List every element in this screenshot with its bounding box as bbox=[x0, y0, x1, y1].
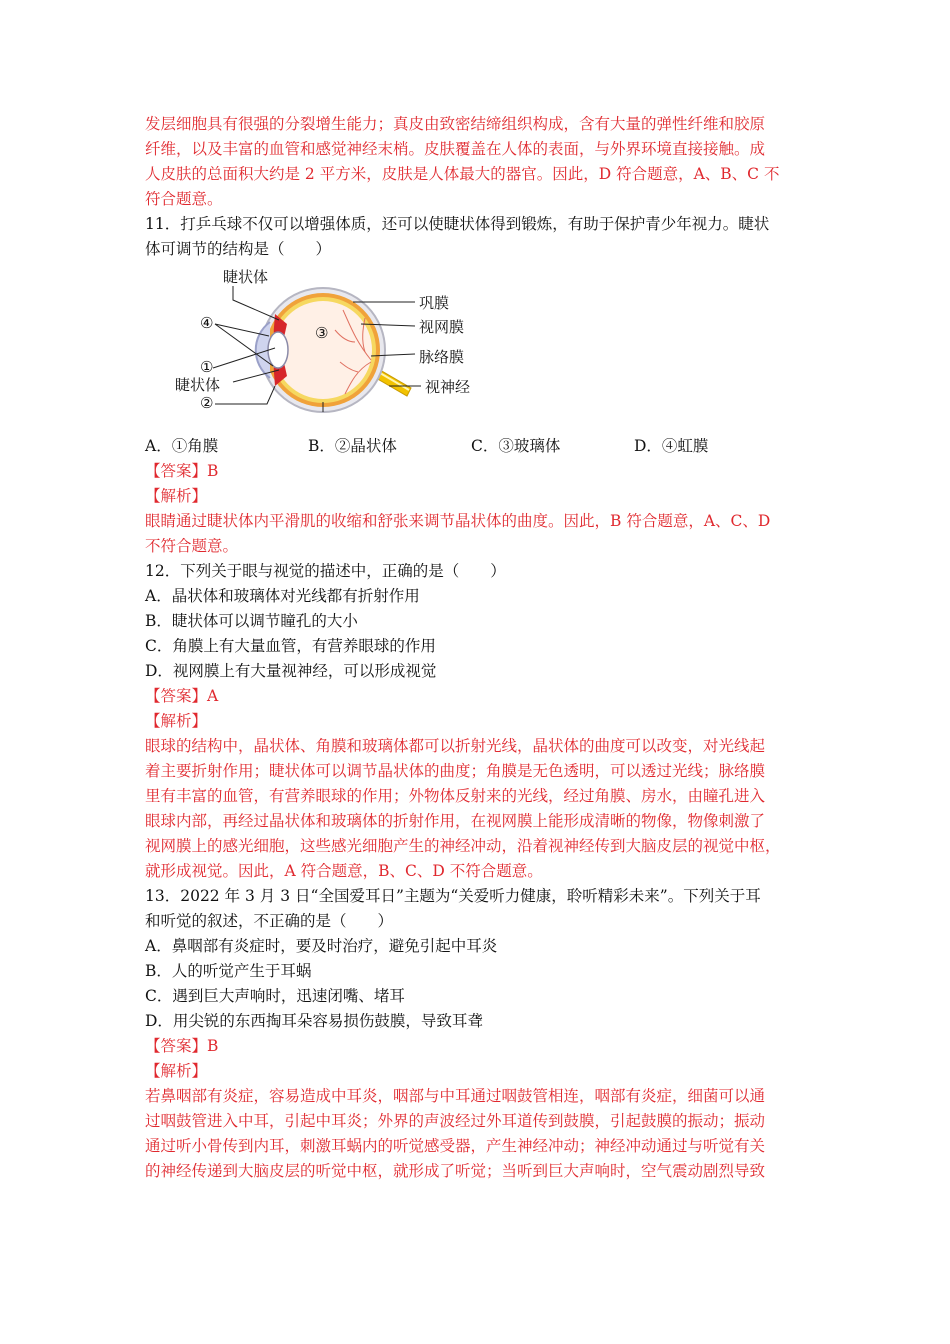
option-d: D．用尖锐的东西掏耳朵容易损伤鼓膜，导致耳聋 bbox=[145, 1012, 483, 1030]
analysis-line: 眼球的结构中，晶状体、角膜和玻璃体都可以折射光线，晶状体的曲度可以改变，对光线起 bbox=[145, 737, 766, 755]
analysis-line: 若鼻咽部有炎症，容易造成中耳炎，咽部与中耳通过咽鼓管相连，咽部有炎症，细菌可以通 bbox=[145, 1087, 766, 1105]
intro-analysis bbox=[145, 112, 815, 212]
label-choroid: 脉络膜 bbox=[419, 348, 465, 366]
option-c: C．角膜上有大量血管，有营养眼球的作用 bbox=[145, 637, 436, 655]
label-circle-4: ④ bbox=[200, 314, 214, 332]
analysis-line: 就形成视觉。因此，A 符合题意，B、C、D 不符合题意。 bbox=[145, 862, 543, 880]
label-circle-3: ③ bbox=[315, 324, 329, 342]
option-b: B．人的听觉产生于耳蜗 bbox=[145, 962, 312, 980]
option-c: C．③玻璃体 bbox=[471, 437, 561, 455]
option-b: B．②晶状体 bbox=[308, 437, 397, 455]
option-d: D．④虹膜 bbox=[634, 437, 709, 455]
answer: 【答案】A bbox=[145, 687, 219, 705]
label-retina: 视网膜 bbox=[419, 318, 465, 336]
option-a: A．晶状体和玻璃体对光线都有折射作用 bbox=[145, 587, 420, 605]
label-ciliary-body-bottom: 睫状体 bbox=[175, 376, 221, 394]
analysis-line: 里有丰富的血管，有营养眼球的作用；外物体反射来的光线，经过角膜、房水，由瞳孔进入 bbox=[145, 787, 766, 805]
intro-line: 纤维，以及丰富的血管和感觉神经末梢。皮肤覆盖在人体的表面，与外界环境直接接触。成 bbox=[145, 140, 766, 158]
intro-line: 发层细胞具有很强的分裂增生能力；真皮由致密结缔组织构成，含有大量的弹性纤维和胶原 bbox=[145, 115, 766, 133]
option-c: C．遇到巨大声响时，迅速闭嘴、堵耳 bbox=[145, 987, 405, 1005]
analysis-line: 不符合题意。 bbox=[145, 537, 239, 555]
analysis-line: 通过听小骨传到内耳，刺激耳蜗内的听觉感受器，产生神经冲动；神经冲动通过与听觉有关 bbox=[145, 1137, 766, 1155]
options-row bbox=[145, 434, 815, 459]
label-ciliary-body-top: 睫状体 bbox=[223, 268, 269, 286]
label-circle-2: ② bbox=[200, 394, 214, 412]
answer: 【答案】B bbox=[145, 462, 219, 480]
analysis-line: 过咽鼓管进入中耳，引起中耳炎；外界的声波经过外耳道传到鼓膜，引起鼓膜的振动；振动 bbox=[145, 1112, 766, 1130]
option-d: D．视网膜上有大量视神经，可以形成视觉 bbox=[145, 662, 437, 680]
analysis-line: 眼球内部，再经过晶状体和玻璃体的折射作用，在视网膜上能形成清晰的物像，物像刺激了 bbox=[145, 812, 766, 830]
analysis-title: 【解析】 bbox=[145, 712, 208, 730]
option-a: A．①角膜 bbox=[145, 437, 219, 455]
question-12 bbox=[145, 559, 815, 884]
intro-line: 符合题意。 bbox=[145, 190, 223, 208]
analysis-line: 的神经传递到大脑皮层的听觉中枢，就形成了听觉；当听到巨大声响时，空气震动剧烈导致 bbox=[145, 1162, 766, 1180]
analysis-title: 【解析】 bbox=[145, 487, 208, 505]
question-13 bbox=[145, 884, 815, 1184]
analysis-line: 视网膜上的感光细胞，这些感光细胞产生的神经冲动，沿着视神经传到大脑皮层的视觉中枢， bbox=[145, 837, 781, 855]
question-stem: 12．下列关于眼与视觉的描述中，正确的是（ ） bbox=[145, 562, 506, 580]
analysis-line: 着主要折射作用；睫状体可以调节晶状体的曲度；角膜是无色透明，可以透过光线；脉络膜 bbox=[145, 762, 766, 780]
analysis-title: 【解析】 bbox=[145, 1062, 208, 1080]
intro-line: 人皮肤的总面积大约是 2 平方米，皮肤是人体最大的器官。因此，D 符合题意，A、B、C 不 bbox=[145, 165, 780, 183]
option-a: A．鼻咽部有炎症时，要及时治疗，避免引起中耳炎 bbox=[145, 937, 498, 955]
eye-diagram bbox=[175, 270, 475, 430]
question-stem: 体可调节的结构是（ ） bbox=[145, 240, 332, 258]
analysis-line: 眼睛通过睫状体内平滑肌的收缩和舒张来调节晶状体的曲度。因此，B 符合题意，A、C、D bbox=[145, 512, 771, 530]
question-stem: 11．打乒乓球不仅可以增强体质，还可以使睫状体得到锻炼，有助于保护青少年视力。睫状 bbox=[145, 215, 770, 233]
question-stem: 13．2022 年 3 月 3 日“全国爱耳日”主题为“关爱听力健康，聆听精彩未来”。下列关于耳 bbox=[145, 887, 761, 905]
document-page bbox=[145, 112, 815, 1184]
option-b: B．睫状体可以调节瞳孔的大小 bbox=[145, 612, 358, 630]
label-sclera: 巩膜 bbox=[419, 294, 450, 312]
label-optic-nerve: 视神经 bbox=[425, 378, 471, 396]
answer: 【答案】B bbox=[145, 1037, 219, 1055]
question-11 bbox=[145, 212, 815, 559]
label-circle-1: ① bbox=[200, 358, 214, 376]
question-stem: 和听觉的叙述，不正确的是（ ） bbox=[145, 912, 394, 930]
